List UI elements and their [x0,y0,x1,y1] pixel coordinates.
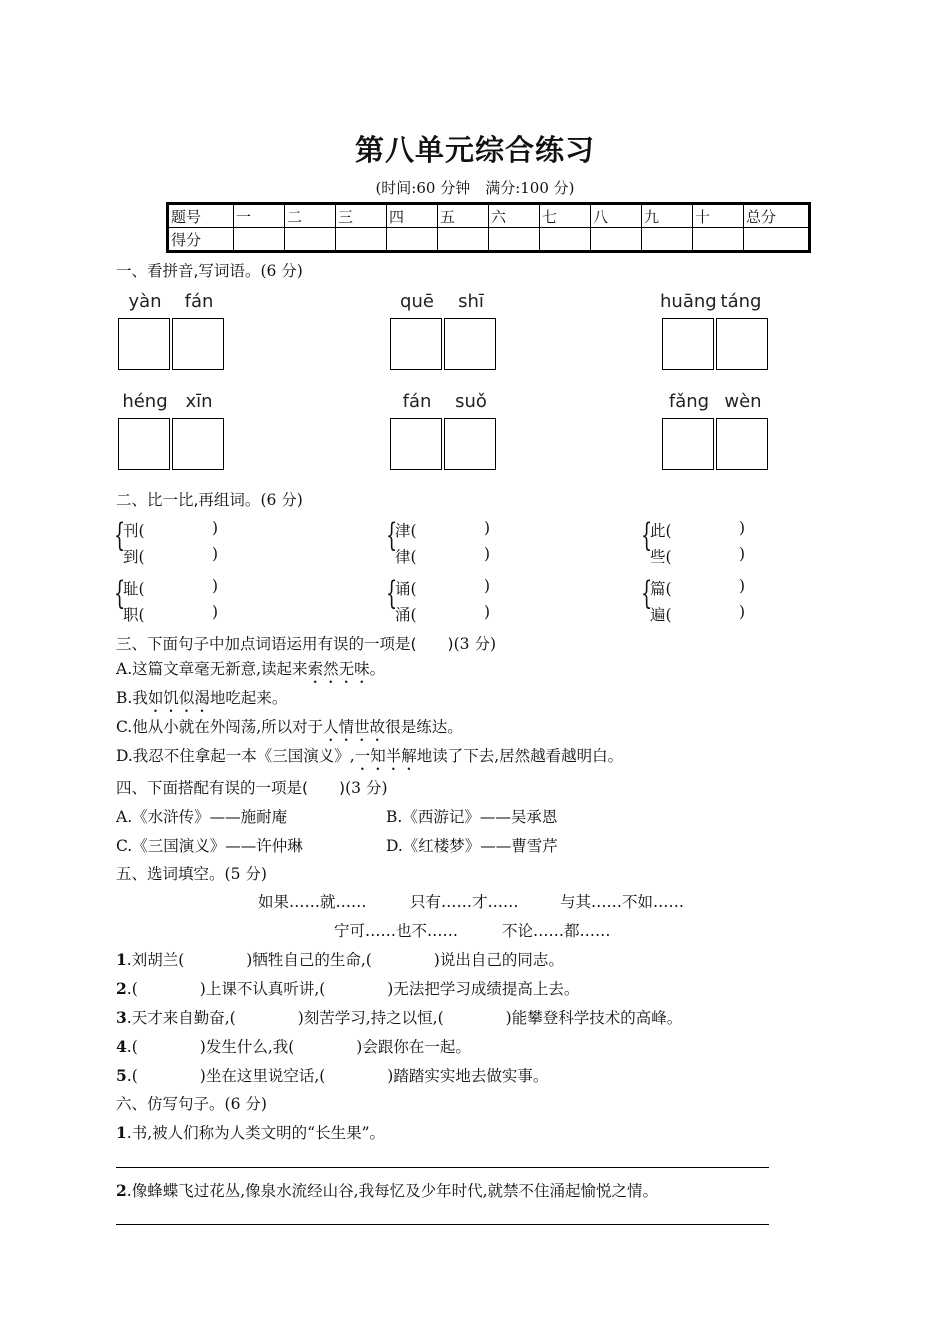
score-cell: 六 [489,204,540,228]
question-number: 5 [116,1066,127,1085]
question-number: 1 [116,1123,127,1142]
dotted-word: 一知半解 [354,747,417,765]
option-c: C.《三国演义》——许仲琳 [116,837,303,855]
char-item: 诵( [395,580,417,598]
section-5-heading [116,862,267,884]
paren-close: ) [739,577,746,595]
paren-close: ) [484,603,491,621]
score-input-cell[interactable] [438,228,489,252]
char-item: 刊( [123,522,145,540]
char-item: 耻( [123,580,145,598]
pinyin: quē [400,291,434,312]
fill-question [116,977,579,999]
char-item: 津( [395,522,417,540]
pinyin: héng [122,391,168,412]
char-item: 些( [650,548,672,566]
section-6-heading [116,1092,267,1114]
imitate-question [116,1121,385,1143]
question-number: 4 [116,1037,127,1056]
score-cell: 二 [285,204,336,228]
char-item: 职( [123,606,145,624]
dotted-word: 索然无味 [307,660,370,678]
word-choice: 如果……就…… [258,893,367,911]
writing-box[interactable] [662,318,714,370]
option-text: 。 [369,660,386,678]
section-points: (3 分) [345,779,388,797]
question-number: 1 [116,950,127,969]
question-number: 3 [116,1008,127,1027]
score-input-cell[interactable] [540,228,591,252]
pinyin: huāng [660,291,717,312]
option-a: A.《水浒传》——施耐庵 [116,808,288,826]
pinyin: fǎng [668,391,710,412]
question-text: .书,被人们称为人类文明的“长生果”。 [126,1124,386,1142]
pinyin: suǒ [455,391,487,412]
question-number: 2 [116,979,127,998]
score-table [166,202,811,253]
section-2-heading [116,488,303,510]
score-table-score-row [168,228,810,252]
paren-close: ) [484,519,491,537]
word-choice: 与其……不如…… [560,893,685,911]
score-input-cell[interactable] [336,228,387,252]
score-input-cell[interactable] [591,228,642,252]
writing-box[interactable] [172,318,224,370]
char-item: 律( [395,548,417,566]
option-text: 地读了下去,居然越看越明白。 [416,747,624,765]
fill-question [116,948,564,970]
section-points: (6 分) [260,262,303,280]
question-text: .( )发生什么,我( )会跟你在一起。 [126,1038,471,1056]
option-text: 很是练达。 [385,718,463,736]
score-cell: 三 [336,204,387,228]
char-item: 此( [650,522,672,540]
brace: { [641,516,653,554]
page-title: 第八单元综合练习 [354,133,595,167]
writing-box[interactable] [716,318,768,370]
option-text: D.我忍不住拿起一本《三国演义》, [116,747,355,765]
fill-question [116,1006,682,1028]
score-cell: 得分 [168,228,234,252]
section-title: 一、看拼音,写词语。 [116,262,261,280]
score-cell: 一 [234,204,285,228]
section-title: 三、下面句子中加点词语运用有误的一项是( ) [116,635,454,653]
paren-close: ) [484,577,491,595]
brace: { [386,516,398,554]
writing-box[interactable] [118,418,170,470]
dotted-word: 如饥似渴 [147,689,210,707]
score-cell: 五 [438,204,489,228]
writing-box[interactable] [662,418,714,470]
paren-close: ) [212,603,219,621]
word-choice: 宁可……也不…… [334,922,459,940]
dotted-word: 人情世故 [323,718,386,736]
score-cell: 总分 [744,204,810,228]
question-number: 2 [116,1181,127,1200]
score-input-cell[interactable] [234,228,285,252]
score-input-cell[interactable] [642,228,693,252]
brace: { [114,574,126,612]
brace: { [386,574,398,612]
exam-info: (时间:60 分钟 满分:100 分) [375,179,575,197]
section-points: (6 分) [260,491,303,509]
score-cell: 七 [540,204,591,228]
imitate-question [116,1179,658,1201]
option-b [116,686,287,716]
option-d [116,744,623,774]
answer-line[interactable] [116,1224,769,1225]
score-input-cell[interactable] [285,228,336,252]
writing-box[interactable] [118,318,170,370]
section-title: 六、仿写句子。 [116,1095,225,1113]
section-title: 四、下面搭配有误的一项是( ) [116,779,346,797]
section-points: (6 分) [224,1095,267,1113]
pinyin: táng [720,291,762,312]
writing-box[interactable] [390,318,442,370]
brace: { [641,574,653,612]
writing-box[interactable] [390,418,442,470]
char-item: 遍( [650,606,672,624]
writing-box[interactable] [444,318,496,370]
option-a [116,657,385,687]
char-item: 涌( [395,606,417,624]
option-text: C.他从小就在外闯荡,所以对于 [116,718,324,736]
score-cell: 十 [693,204,744,228]
question-text: .天才来自勤奋,( )刻苦学习,持之以恒,( )能攀登科学技术的高峰。 [126,1009,683,1027]
writing-box[interactable] [444,418,496,470]
score-input-cell[interactable] [489,228,540,252]
score-input-cell[interactable] [744,228,810,252]
option-text: 地吃起来。 [209,689,288,707]
brace: { [114,516,126,554]
section-3-heading [116,632,496,654]
score-input-cell[interactable] [693,228,744,252]
answer-line[interactable] [116,1167,769,1168]
char-item: 篇( [650,580,672,598]
paren-close: ) [212,545,219,563]
section-points: (5 分) [224,865,267,883]
paren-close: ) [484,545,491,563]
paren-close: ) [212,577,219,595]
question-text: .( )上课不认真听讲,( )无法把学习成绩提高上去。 [126,980,580,998]
score-table-header-row [168,204,810,228]
pinyin: fán [402,391,432,412]
fill-question [116,1035,471,1057]
question-text: .像蜂蝶飞过花丛,像泉水流经山谷,我每忆及少年时代,就禁不住涌起愉悦之情。 [126,1182,659,1200]
char-item: 到( [123,548,145,566]
score-cell: 九 [642,204,693,228]
fill-question [116,1064,548,1086]
section-title: 五、选词填空。 [116,865,225,883]
word-choice: 只有……才…… [410,893,519,911]
pinyin: xīn [185,391,213,412]
word-choice: 不论……都…… [502,922,611,940]
score-cell: 四 [387,204,438,228]
option-d: D.《红楼梦》——曹雪芹 [386,837,558,855]
question-text: .( )坐在这里说空话,( )踏踏实实地去做实事。 [126,1067,549,1085]
score-cell: 八 [591,204,642,228]
writing-box[interactable] [172,418,224,470]
paren-close: ) [212,519,219,537]
option-text: A.这篇文章毫无新意,读起来 [116,660,308,678]
option-c [116,715,463,745]
pinyin: shī [458,291,484,312]
option-b: B.《西游记》——吴承恩 [386,808,558,826]
score-cell: 题号 [168,204,234,228]
pinyin: fán [184,291,214,312]
writing-box[interactable] [716,418,768,470]
option-text: B.我 [116,689,148,707]
question-text: .刘胡兰( )牺牲自己的生命,( )说出自己的同志。 [126,951,564,969]
paren-close: ) [739,603,746,621]
paren-close: ) [739,519,746,537]
section-4-heading [116,776,388,798]
section-points: (3 分) [453,635,496,653]
section-1-heading [116,259,303,281]
score-input-cell[interactable] [387,228,438,252]
pinyin: wèn [724,391,762,412]
section-title: 二、比一比,再组词。 [116,491,261,509]
paren-close: ) [739,545,746,563]
pinyin: yàn [128,291,162,312]
